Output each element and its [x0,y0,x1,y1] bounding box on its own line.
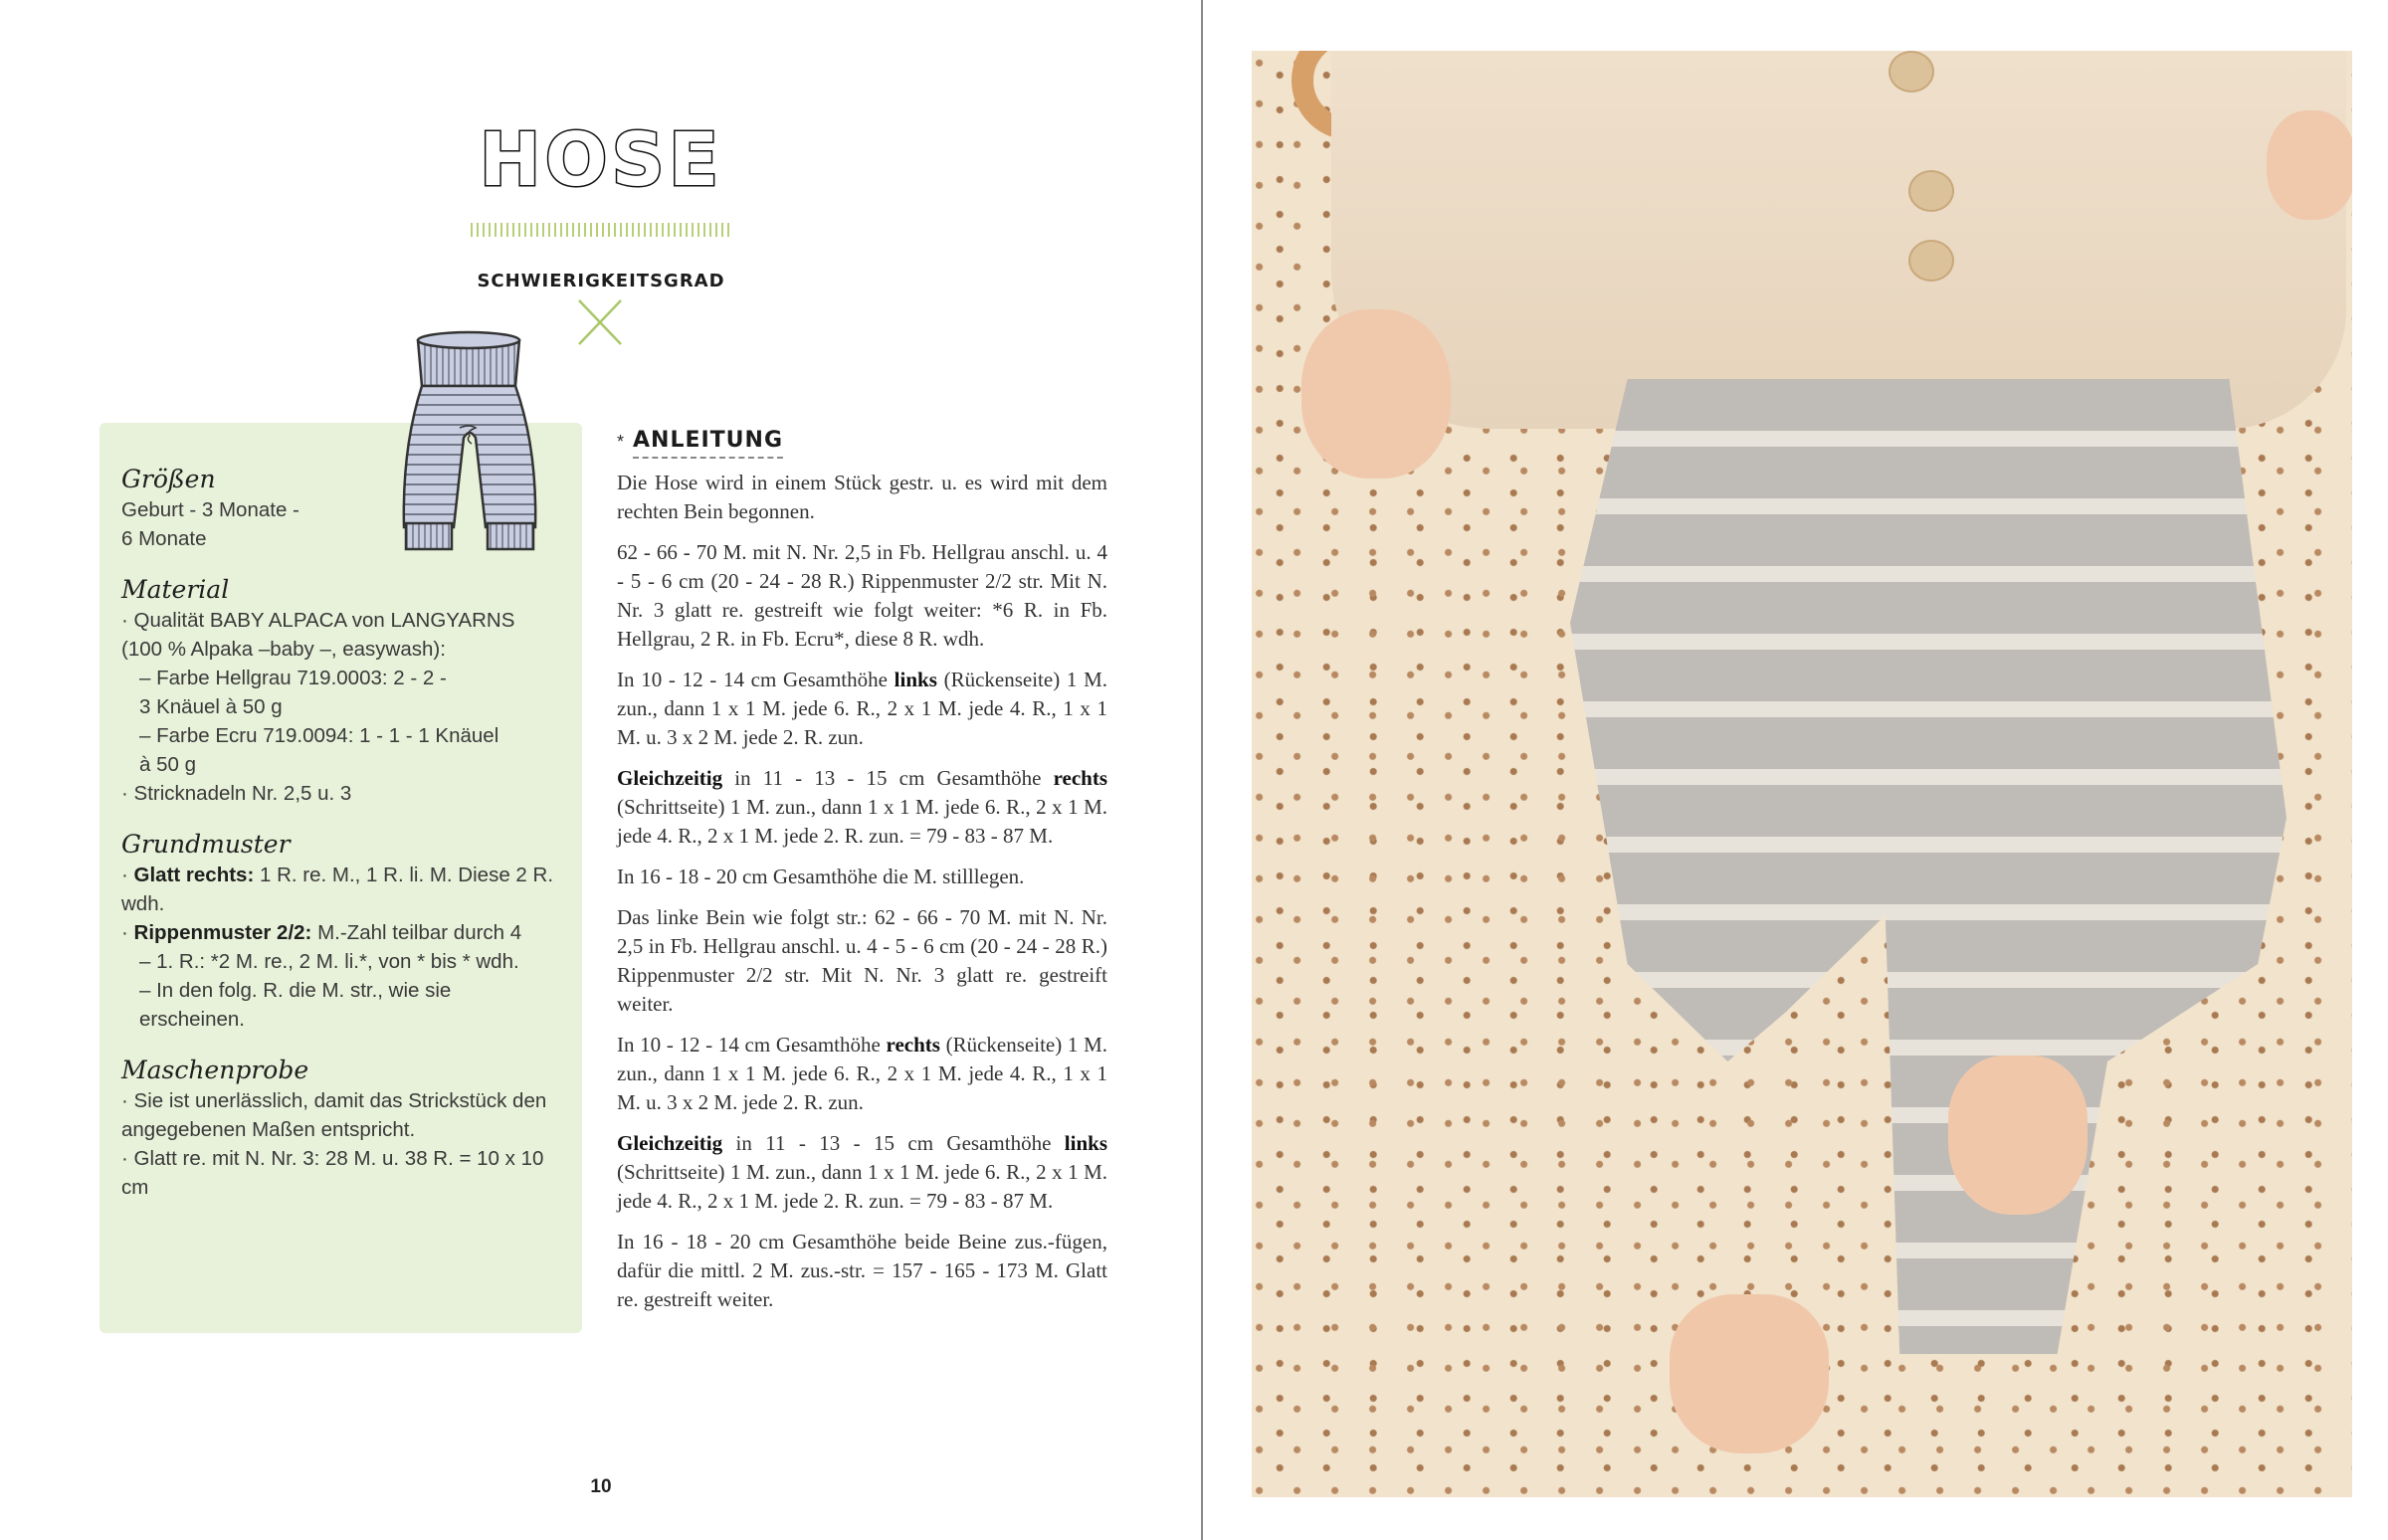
gauge-heading: Maschenprobe [121,1056,309,1084]
instruction-paragraph: In 16 - 18 - 20 cm Gesamthöhe beide Beine zus.-fügen, dafür die mittl. 2 M. zus.-str. = 157 - 165 - 173 M. Glatt re. gestreift weiter. [617,1230,1107,1311]
cardigan-button [1908,240,1954,282]
text: In 10 - 12 - 14 cm Gesamthöhe [617,668,895,691]
pattern-heading: Grundmuster [121,830,291,859]
difficulty-needles-icon [575,298,625,346]
gauge-line: · Glatt re. mit N. Nr. 3: 28 M. u. 38 R. = 10 x 10 cm [121,1147,544,1199]
instruction-paragraph [617,1031,1107,1117]
instruction-paragraph [617,1129,1107,1216]
material-line: · Qualität BABY ALPACA von LANGYARNS [121,609,515,632]
baby-foot [1670,1294,1829,1453]
pattern-rippen-row: – In den folg. R. die M. str., wie sie erscheinen. [139,979,452,1031]
baby-hand [2267,110,2352,220]
bold-text: rechts [1053,766,1107,790]
instruction-paragraph: Die Hose wird in einem Stück gestr. u. es wird mit dem rechten Bein begonnen. [617,471,1107,523]
text: In 10 - 12 - 14 cm Gesamthöhe [617,1033,887,1057]
baby-foot [1948,1056,2088,1215]
page-title [402,117,800,203]
material-line: – Farbe Hellgrau 719.0003: 2 - 2 - [139,667,447,689]
cardigan-button [1889,51,1934,93]
pattern-rippen-row: – 1. R.: *2 M. re., 2 M. li.*, von * bis * wdh. [139,950,519,973]
material-line: – Farbe Ecru 719.0094: 1 - 1 - 1 Knäuel [139,724,499,747]
text: in 11 - 13 - 15 cm Gesamthöhe [722,766,1054,790]
instruction-paragraph [617,764,1107,851]
sizes-line: 6 Monate [121,527,207,550]
cardigan-button [1908,170,1954,212]
text: (Rückenseite) 1 M. zun., dann 1 x 1 M. jede 6. R., 2 x 1 M. jede 4. R., 1 x 1 M. u. 3 x 2 M. jede 2. R. zun. [617,668,1107,749]
text: (Rückenseite) 1 M. zun., dann 1 x 1 M. jede 6. R., 2 x 1 M. jede 4. R., 1 x 1 M. u. 3 x 2 M. jede 2. R. zun. [617,1033,1107,1114]
material-line: (100 % Alpaka –baby –, easywash): [121,638,446,661]
pattern-rippen: · Rippenmuster 2/2: M.-Zahl teilbar durch 4 [121,921,522,944]
instruction-paragraph [617,666,1107,752]
instruction-paragraph: In 16 - 18 - 20 cm Gesamthöhe die M. stilllegen. [617,865,1025,888]
material-line: · Stricknadeln Nr. 2,5 u. 3 [121,782,352,805]
bold-text: rechts [886,1033,940,1057]
pattern-glatt: · Glatt rechts: 1 R. re. M., 1 R. li. M. Diese 2 R. wdh. [121,864,554,915]
cardigan [1331,51,2346,429]
baby-pants-photo [1252,51,2352,1497]
bold-text: links [1064,1131,1107,1155]
text: (Schrittseite) 1 M. zun., dann 1 x 1 M. jede 6. R., 2 x 1 M. jede 4. R., 2 x 1 M. jede 2. R. zun. = 79 - 83 - 87 M. [617,1160,1107,1213]
instructions-column [617,428,1107,1326]
text: in 11 - 13 - 15 cm Gesamthöhe [722,1131,1065,1155]
instruction-paragraph: Das linke Bein wie folgt str.: 62 - 66 - 70 M. mit N. Nr. 2,5 in Fb. Hellgrau anschl. u. 4 - 5 - 6 cm (20 - 24 - 28 R.) Rippenmuster 2/2 str. Mit N. Nr. 3 glatt re. gestreift weiter. [617,905,1107,1016]
pattern-rippen-text: M.-Zahl teilbar durch 4 [311,921,522,944]
striped-pants [1570,379,2287,1354]
gauge-line: · Sie ist unerlässlich, damit das Strickstück den angegebenen Maßen entspricht. [121,1089,547,1141]
difficulty-label: SCHWIERIGKEITSGRAD [477,271,725,291]
pants-illustration-icon [398,328,542,557]
bold-text: links [894,668,937,691]
info-box [100,423,582,1333]
bold-text: Gleichzeitig [617,766,723,790]
heading-star: * [617,432,625,452]
text: (Schrittseite) 1 M. zun., dann 1 x 1 M. jede 6. R., 2 x 1 M. jede 4. R., 2 x 1 M. jede 2. R. zun. = 79 - 83 - 87 M. [617,795,1107,848]
bold-text: Gleichzeitig [617,1131,723,1155]
page-divider [1201,0,1203,1540]
decorative-ruler [471,223,731,237]
material-line: à 50 g [139,753,196,776]
title-text: HOSE [479,117,723,203]
page-number: 10 [590,1476,612,1497]
material-heading: Material [121,575,230,604]
baby-hand [1301,309,1451,479]
pattern-rippen-label: Rippenmuster 2/2: [133,921,312,944]
material-line: 3 Knäuel à 50 g [139,695,283,718]
instruction-paragraph: 62 - 66 - 70 M. mit N. Nr. 2,5 in Fb. Hellgrau anschl. u. 4 - 5 - 6 cm (20 - 24 - 28 R.) Rippenmuster 2/2 str. Mit N. Nr. 3 glatt re. gestreift wie folgt weiter: *6 R. in Fb. Hellgrau, 2 R. in Fb. Ecru*, diese 8 R. wdh. [617,540,1107,651]
sizes-line: Geburt - 3 Monate - [121,498,299,521]
instructions-heading: ANLEITUNG [633,428,783,459]
sizes-heading: Größen [121,465,216,493]
pattern-glatt-label: Glatt rechts: [133,864,255,886]
pattern-glatt-text: 1 R. re. M., 1 R. li. M. Diese 2 R. wdh. [121,864,554,915]
